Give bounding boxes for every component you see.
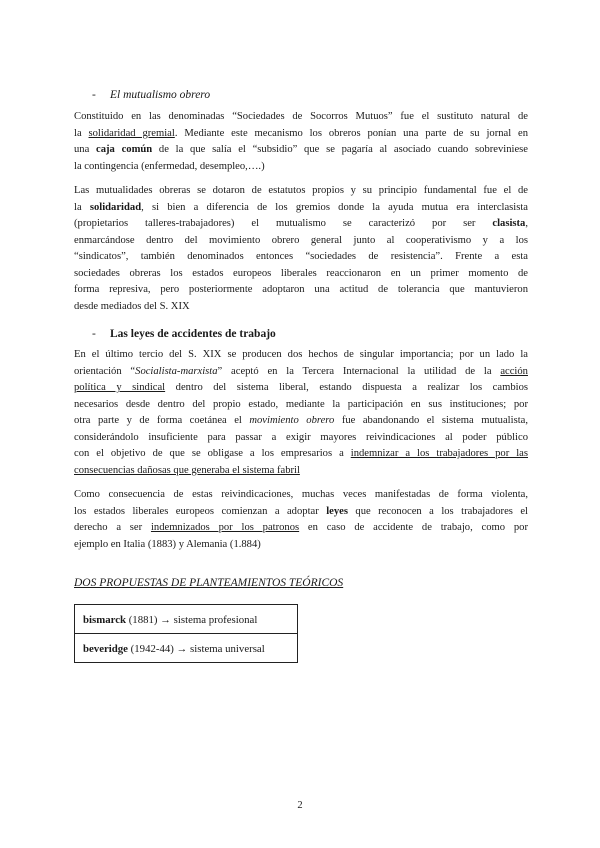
text-line: considerándolo insuficiente para passar a exigir mayores reivindicaciones al poder público [74,431,528,443]
underlined-term: solidaridad gremial [88,127,175,139]
underlined-term: indemnizados por los patronos [150,522,300,533]
table-row [75,605,298,634]
bold-term: clasista [492,218,526,229]
text-line: sociedades obreras los estados europeos liberales reaccionaron en un primer momento de [74,267,528,279]
text-line: la solidaridad, si bien a diferencia de los gremios donde la ayuda mutua era interclasista [74,201,529,213]
page-number: 2 [297,800,303,811]
text-line: la solidaridad gremial. Mediante este mecanismo los obreros ponían una parte de su jornal en [74,127,529,139]
table-row [75,634,298,663]
model-detail: (1881) → sistema profesional [126,613,258,626]
proposals-title: DOS PROPUESTAS DE PLANTEAMIENTOS TEÓRICOS [74,577,344,589]
bold-term: caja común [96,144,153,155]
section-title: El mutualismo obrero [110,89,211,101]
underlined-term: política y sindical [74,382,166,393]
table-cell [75,605,298,634]
text-line: necesarios desde dentro del propio estado, mediante la participación en sus instituciones; por [74,398,528,410]
italic-term: Socialista-marxista [135,365,218,377]
text-line: otra parte y de forma coetánea el movimiento obrero fue abandonando el sistema mutualista, [74,415,528,426]
underlined-term: consecuencias dañosas que generaba el sistema fabril [74,464,300,476]
paragraph-3 [74,347,528,479]
text-line: Las mutualidades obreras se dotaron de estatutos propios y su principio fundamental fue el de [74,185,528,196]
paragraph-1 [74,109,528,175]
bold-term: leyes [326,505,348,517]
underlined-term: acción [500,365,528,377]
model-detail: (1942-44) → sistema universal [127,642,265,655]
text-line: Constituido en las denominadas “Sociedades de Socorros Mutuos” fue el sustituto natural de [74,111,528,122]
section-heading-leyes [92,327,276,342]
bullet-dash: - [92,89,96,101]
italic-term: movimiento obrero [249,415,335,426]
text-line: la contingencia (enfermedad, desempleo,….) [74,160,265,172]
underlined-term: indemnizar a los trabajadores por las [350,448,528,459]
paragraph-4 [74,487,528,553]
model-name: bismarck [83,613,126,626]
section-heading-mutualismo [92,88,210,103]
text-line: forma represiva, pero posteriormente adoptaron una actitud de tolerancia que mantuvieron [74,284,528,295]
text-line: una caja común de la que salía el “subsidio” que se pagaría al asociado cuando sobreviniese [74,144,528,155]
text-line [74,463,528,480]
text-line: con el objetivo de que se obligase a los empresarios a indemnizar a los trabajadores por las [74,448,528,459]
text-line: política y sindical dentro del sistema liberal, estando dispuesta a realizar los cambios [74,382,528,393]
model-name: beveridge [83,642,128,655]
bold-term: solidaridad [89,201,142,213]
text-line: ejemplo en Italia (1883) y Alemania (1.884) [74,538,261,550]
text-line: En el último tercio del S. XIX se producen dos hechos de singular importancia; por un lado la [74,349,528,360]
text-line: (propietarios talleres-trabajadores) el mutualismo se caracterizó por ser clasista, [74,218,528,229]
proposals-table [74,604,298,663]
text-line: enmarcándose dentro del movimiento obrero general junto al cooperativismo y a los [74,234,528,246]
text-line: los estados liberales europeos comienzan a adoptar leyes que reconocen a los trabajadores el [74,505,528,517]
bullet-dash: - [92,328,96,340]
paragraph-2 [74,183,528,315]
text-line: derecho a ser indemnizados por los patronos en caso de accidente de trabajo, como por [74,522,528,533]
text-line: desde mediados del S. XIX [74,300,190,312]
table-cell [75,634,298,663]
text-line: orientación “Socialista-marxista” aceptó en la Tercera Internacional la utilidad de la acción [74,365,528,377]
section-title: Las leyes de accidentes de trabajo [110,328,276,340]
text-line: Como consecuencia de estas reivindicaciones, muchas veces manifestadas de forma violenta, [74,489,528,500]
text-line: “sindicatos”, también denominados entonces “sociedades de resistencia”. Frente a esta [74,251,528,262]
